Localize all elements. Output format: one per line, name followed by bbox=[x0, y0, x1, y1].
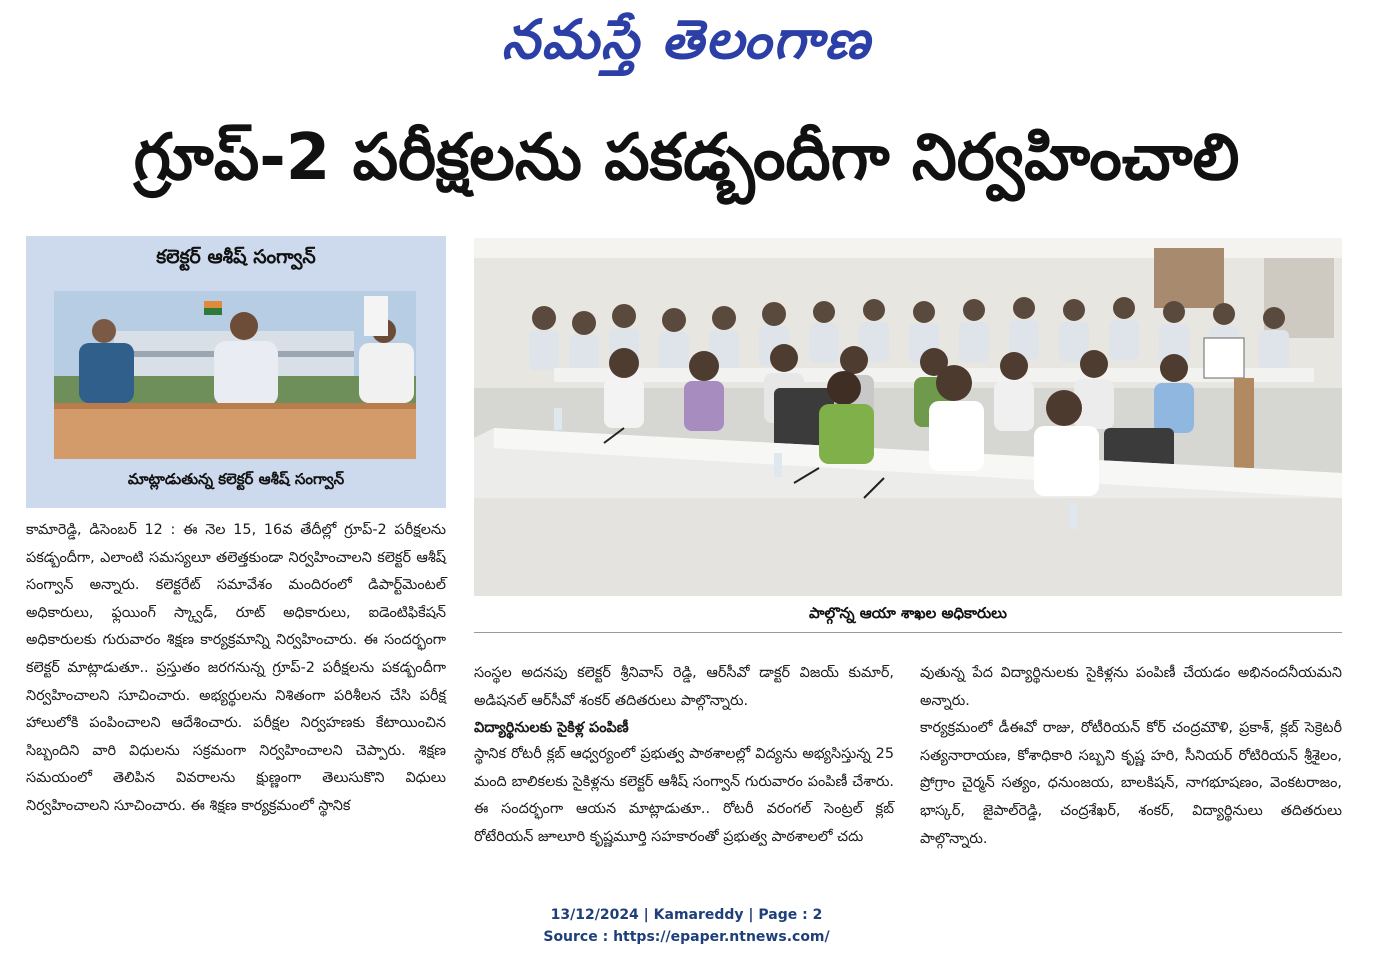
inset-title: కలెక్టర్‌ ఆశీష్‌ సంగ్వాన్‌ bbox=[156, 246, 316, 268]
article-paragraph: కామారెడ్డి, డిసెంబర్‌ 12 : ఈ నెల 15, 16వ తేదీల్లో గ్రూప్‌-2 పరీక్షలను పకడ్బందీగా, ఎలాంటి సమస్యలూ తలెత్తకుండా నిర్వహించాలని కలెక్టర్‌ ఆశీష్‌ సంగ్వాన్‌ అన్నారు. కలెక్టరేట్‌ సమావేశం మందిరంలో డిపార్ట్‌మెంటల్‌ అధికారులు, ఫ్లయింగ్‌ స్క్వాడ్‌, రూట్‌ అధికారులు, ఐడెంటిఫికేషన్‌ అధికారులకు గురువారం శిక్షణ కార్యక్రమాన్ని నిర్వహించారు. ఈ సందర్భంగా కలెక్టర్‌ మాట్లాడుతూ.. ప్రస్తుతం జరగనున్న గ్రూప్‌-2 పరీక్షలను పకడ్బందీగా నిర్వహించాలని సూచించారు. అభ్యర్థులను నిశితంగా పరిశీలన చేసి పరీక్ష హాలులోకి పంపించాలని ఆదేశించారు. పరీక్షల నిర్వహణకు కేటాయించిన సిబ్బందిని వారి విధులను సక్రమంగా నిర్వహించాలని చెప్పారు. శిక్షణ సమయంలో తెలిపిన వివరాలను క్షుణ్ణంగా తెలుసుకొని విధులు నిర్వహించాలని సూచించారు. ఈ శిక్షణ కార్యక్రమంలో స్థానిక bbox=[26, 522, 446, 814]
article-headline: గ్రూప్‌-2 పరీక్షలను పకడ్బందీగా నిర్వహించాలి bbox=[133, 121, 1240, 195]
main-photo-caption: పాల్గొన్న ఆయా శాఖల అధికారులు bbox=[809, 604, 1007, 622]
article-column-2 bbox=[474, 660, 894, 852]
article-paragraph: సంస్థల అదనపు కలెక్టర్‌ శ్రీనివాస్‌ రెడ్డి, ఆర్‌సీవో డాక్టర్‌ విజయ్‌ కుమార్‌, అడిషనల్‌ ఆర్‌సీవో శంకర్‌ తదితరులు పాల్గొన్నారు. bbox=[474, 665, 894, 709]
caption-divider bbox=[474, 632, 1342, 633]
inset-caption: మాట్లాడుతున్న కలెక్టర్‌ ఆశీష్‌ సంగ్వాన్‌ bbox=[127, 470, 345, 488]
article-paragraph: కార్యక్రమంలో డీఈవో రాజు, రోటీరియన్‌ కోర్‌ చంద్రమౌళి, ప్రకాశ్‌, క్లబ్‌ సెక్రెటరీ సత్యనారాయణ, కోశాధికారి సబ్బని కృష్ణ హరి, సీనియర్‌ రోటిరియన్‌ శ్రీశైలం, ప్రోగ్రాం చైర్మన్‌ సత్యం, ధనుంజయ, బాలకిషన్‌, నాగభూషణం, వెంకటరాజం, భాస్కర్‌, జైపాల్‌రెడ్డి, చంద్రశేఖర్‌, శంకర్‌, విద్యార్థినులు తదితరులు పాల్గొన్నారు. bbox=[920, 720, 1342, 847]
collector-photo bbox=[54, 291, 416, 459]
article-column-3 bbox=[920, 660, 1342, 853]
source-link[interactable]: Source : https://epaper.ntnews.com/ bbox=[543, 929, 830, 945]
cycle-distribution-subhead: విద్యార్థినులకు సైకిళ్ల పంపిణీ bbox=[474, 720, 629, 737]
article-column-1 bbox=[26, 517, 446, 821]
newspaper-masthead: నమస్తే తెలంగాణ bbox=[501, 7, 872, 71]
inset-photo-box bbox=[26, 236, 446, 508]
page-footer bbox=[0, 904, 1373, 948]
article-paragraph: స్థానిక రోటరీ క్లబ్‌ ఆధ్వర్యంలో ప్రభుత్వ పాఠశాలల్లో విద్యను అభ్యసిస్తున్న 25 మంది బాలికలకు సైకిళ్లను కలెక్టర్‌ ఆశీష్‌ సంగ్వాన్‌ గురువారం పంపిణీ చేశారు. ఈ సందర్భంగా ఆయన మాట్లాడుతూ.. రోటరీ వరంగల్‌ సెంట్రల్‌ క్లబ్‌ రోటేరియన్‌ జూలూరి కృష్ణమూర్తి సహకారంతో ప్రభుత్వ పాఠశాలలో చదు bbox=[474, 746, 894, 845]
meeting-hall-photo bbox=[474, 238, 1342, 596]
article-paragraph: వుతున్న పేద విద్యార్థినులకు సైకిళ్లను పంపిణీ చేయడం అభినందనీయమని అన్నారు. bbox=[920, 665, 1342, 709]
edition-info: 13/12/2024 | Kamareddy | Page : 2 bbox=[550, 907, 823, 923]
